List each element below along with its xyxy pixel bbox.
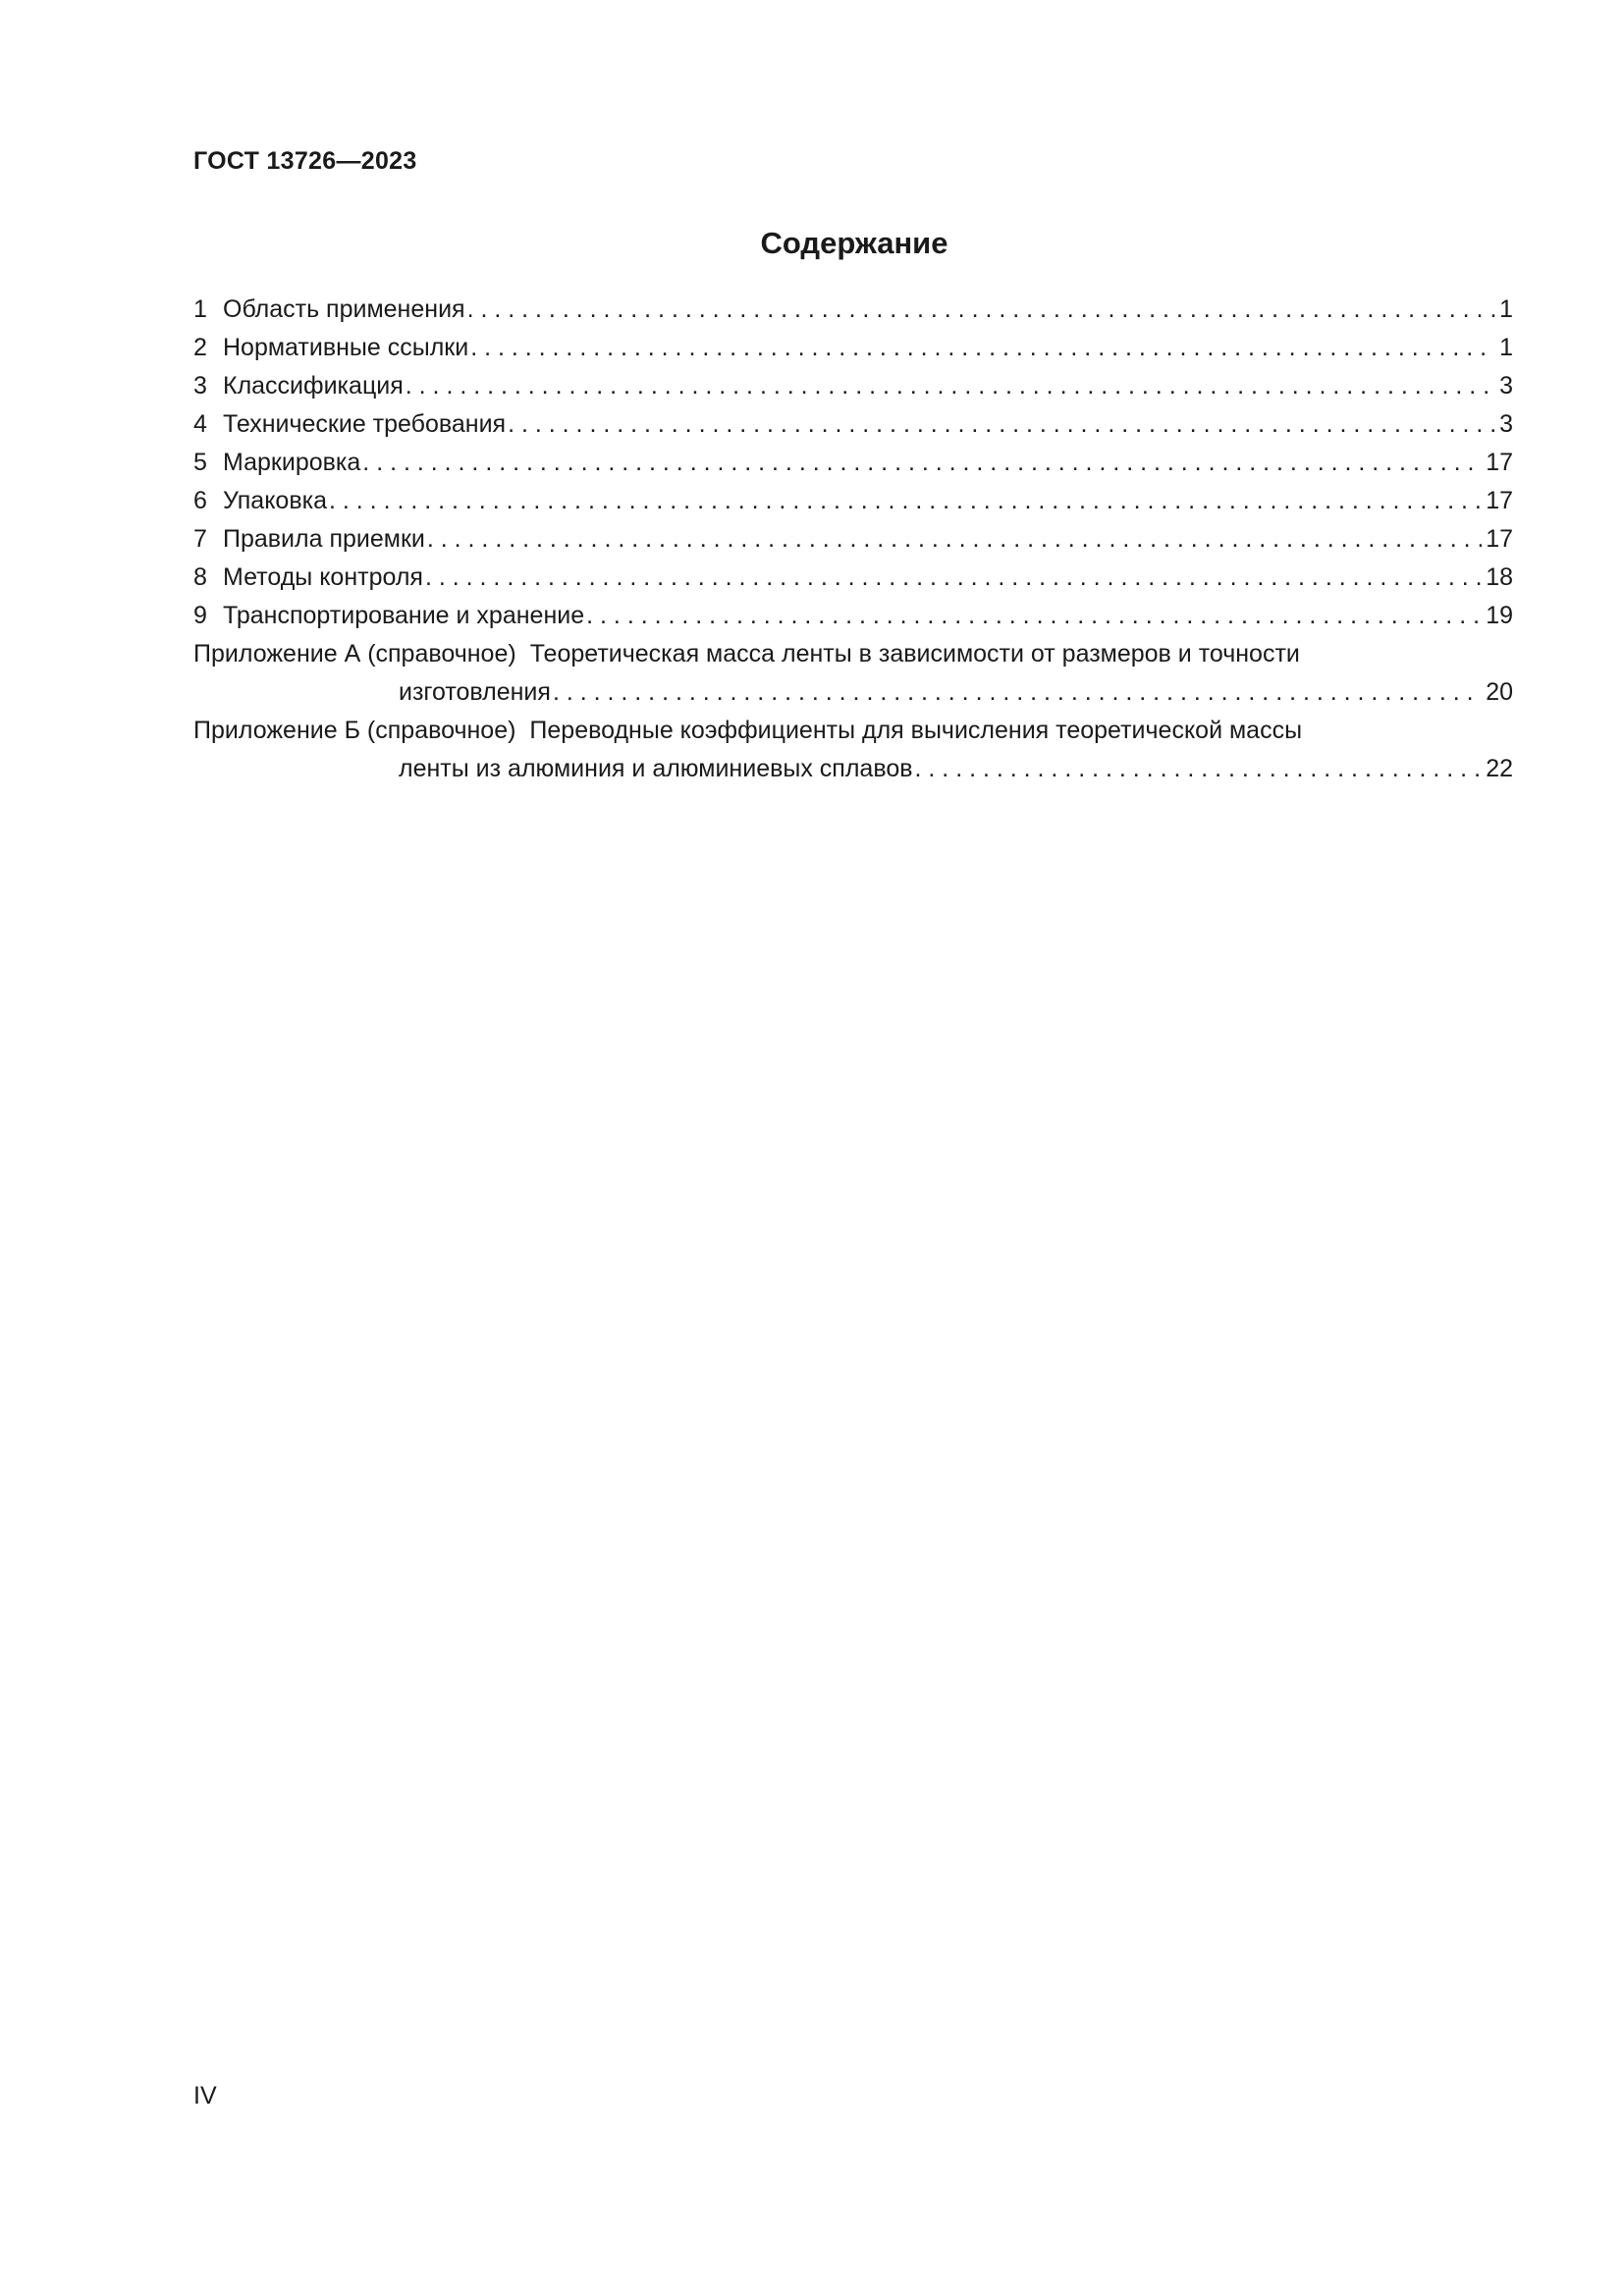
toc-title: Содержание <box>760 226 948 260</box>
toc-entry-label: Упаковка <box>223 487 327 514</box>
toc-entry-normative-references[interactable] <box>193 329 1513 367</box>
table-of-contents <box>193 291 1513 788</box>
toc-entry-label: Область применения <box>223 295 465 323</box>
toc-annex-prefix: Приложение А (справочное) <box>193 640 516 667</box>
toc-entry-acceptance-rules[interactable] <box>193 520 1513 559</box>
toc-entry-marking[interactable] <box>193 444 1513 482</box>
toc-entry-page: 3 <box>1499 410 1513 438</box>
toc-entry-label: Классификация <box>223 372 404 400</box>
toc-annex-line1 <box>193 712 1513 750</box>
toc-entry-page: 3 <box>1499 372 1513 400</box>
toc-annex-line2 <box>193 750 1513 788</box>
toc-annex-prefix: Приложение Б (справочное) <box>193 717 516 744</box>
toc-entry-number: 3 <box>193 372 207 400</box>
toc-entry-packaging[interactable] <box>193 482 1513 520</box>
toc-entry-page: 17 <box>1486 449 1513 476</box>
toc-entry-page: 18 <box>1486 563 1513 591</box>
toc-leader-dots <box>427 520 1482 559</box>
toc-leader-dots <box>508 405 1495 444</box>
toc-entry-number: 2 <box>193 334 207 361</box>
toc-annex-title-cont: изготовления <box>399 678 551 706</box>
toc-entry-number: 8 <box>193 563 207 591</box>
toc-entry-scope[interactable] <box>193 291 1513 329</box>
toc-leader-dots <box>470 329 1495 367</box>
toc-entry-page: 19 <box>1486 602 1513 629</box>
toc-entry-label: Нормативные ссылки <box>223 334 469 361</box>
toc-annex-page: 20 <box>1486 678 1513 706</box>
toc-leader-dots <box>467 291 1496 329</box>
toc-entry-page: 1 <box>1499 295 1513 323</box>
toc-annex-a[interactable] <box>193 635 1513 712</box>
toc-leader-dots <box>915 750 1483 788</box>
toc-entry-label: Маркировка <box>223 449 361 476</box>
toc-entry-transport-storage[interactable] <box>193 597 1513 635</box>
toc-leader-dots <box>553 673 1482 712</box>
toc-leader-dots <box>406 367 1495 405</box>
toc-entry-page: 1 <box>1499 334 1513 361</box>
page-number: IV <box>193 2082 217 2109</box>
toc-entry-technical-requirements[interactable] <box>193 405 1513 444</box>
toc-entry-page: 17 <box>1486 525 1513 553</box>
toc-entry-number: 6 <box>193 487 207 514</box>
toc-annex-b[interactable] <box>193 712 1513 788</box>
toc-entry-number: 9 <box>193 602 207 629</box>
toc-annex-page: 22 <box>1486 755 1513 782</box>
toc-annex-title-cont: ленты из алюминия и алюминиевых сплавов <box>399 755 913 782</box>
toc-annex-title: Переводные коэффициенты для вычисления теоретической массы <box>529 717 1303 744</box>
toc-entry-label: Правила приемки <box>223 525 425 553</box>
toc-entry-page: 17 <box>1486 487 1513 514</box>
toc-entry-number: 1 <box>193 295 207 323</box>
toc-annex-title: Теоретическая масса ленты в зависимости от размеров и точности <box>529 640 1300 667</box>
toc-entry-classification[interactable] <box>193 367 1513 405</box>
toc-entry-number: 7 <box>193 525 207 553</box>
toc-annex-line2 <box>193 673 1513 712</box>
document-code: ГОСТ 13726—2023 <box>193 147 417 175</box>
toc-entry-label: Транспортирование и хранение <box>223 602 585 629</box>
toc-annex-line1 <box>193 635 1513 673</box>
toc-entry-number: 5 <box>193 449 207 476</box>
toc-entry-number: 4 <box>193 410 207 438</box>
toc-leader-dots <box>329 482 1482 520</box>
toc-entry-label: Технические требования <box>223 410 507 438</box>
toc-leader-dots <box>362 444 1482 482</box>
toc-leader-dots <box>425 559 1482 597</box>
toc-entry-test-methods[interactable] <box>193 559 1513 597</box>
toc-entry-label: Методы контроля <box>223 563 423 591</box>
toc-leader-dots <box>586 597 1482 635</box>
